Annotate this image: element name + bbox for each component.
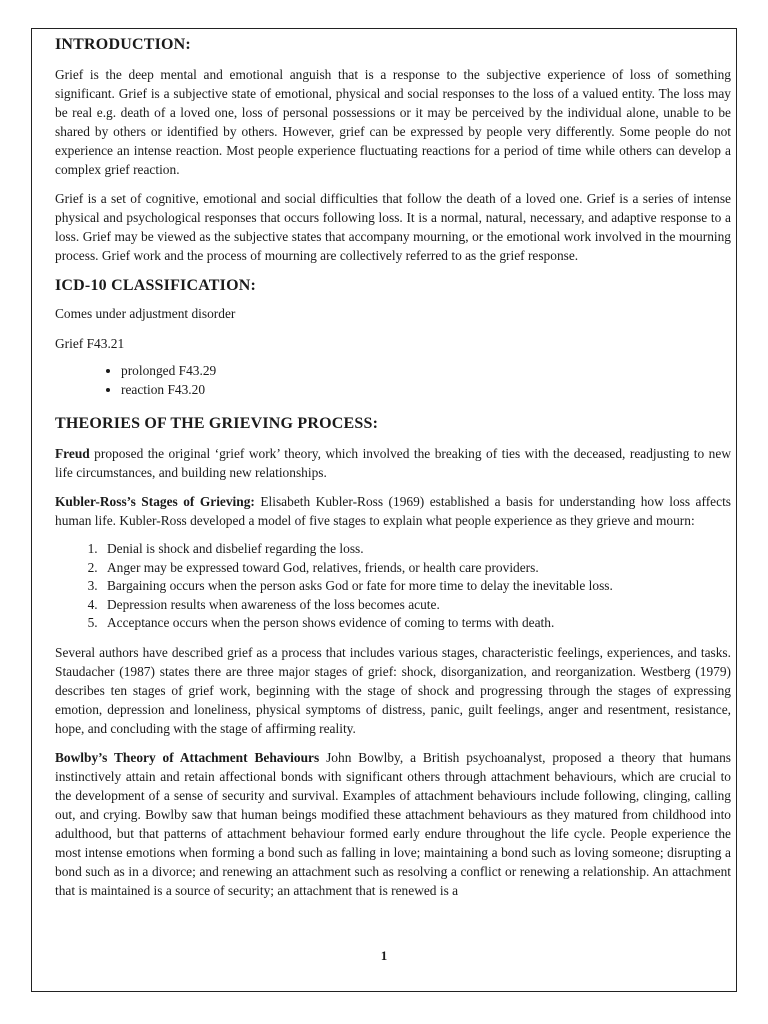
list-item: 2. Anger may be expressed toward God, relatives, friends, or health care providers. (101, 559, 731, 578)
theories-heading: THEORIES OF THE GRIEVING PROCESS: (55, 415, 379, 432)
kubler-stages-list (55, 540, 731, 633)
list-item: 1. Denial is shock and disbelief regarding the loss. (101, 540, 731, 559)
bowlby-term: Bowlby’s Theory of Attachment Behaviours (55, 749, 320, 765)
several-authors-paragraph: Several authors have described grief as a process that includes various stages, characteristic feelings, experiences, and tasks. Staudacher (1987) states there are three major stages of grief: shock, disorganization, and reorganization. Westberg (1979) describes ten stages of grief work, beginning with the stage of shock and progressing through the stages of expressing emotion, depression and loneliness, physical symptoms of distress, panic, guilt feelings, anger and resentment, resistance, hope, and concluding with the stage of affirming reality. (55, 644, 731, 736)
list-item: 3. Bargaining occurs when the person asks God or fate for more time to delay the inevitable loss. (101, 577, 731, 596)
kubler-paragraph (55, 492, 731, 530)
icd-heading: ICD-10 CLASSIFICATION: (55, 277, 257, 294)
freud-term: Freud (55, 446, 90, 461)
intro-paragraph-2: Grief is a set of cognitive, emotional and social difficulties that follow the death of a loved one. Grief is a series of intense physical and psychological responses that occurs following loss. It is a normal, natural, necessary, and adaptive response to a loss. Grief may be viewed as the subjective states that accompany mourning, or the emotional work involved in the mourning process. Grief work and the process of mourning are collectively referred to as the grief response. (55, 191, 731, 263)
kubler-term: Kubler-Ross’s Stages of Grieving: (55, 494, 255, 509)
bowlby-paragraph (55, 748, 731, 900)
list-item: 4. Depression results when awareness of the loss becomes acute. (101, 596, 731, 615)
intro-paragraph-1: Grief is the deep mental and emotional anguish that is a response to the subjective experience of loss of something significant. Grief is a subjective state of emotional, physical and social responses to the loss of a valued entity. The loss may be real e.g. death of a loved one, loss of personal possessions or it may be perceived by the individual alone, unable to be shared by others or identified by others. However, grief can be expressed by people very differently. Some people do not experience an intense reaction. Most people experience fluctuating reactions for a period of time while others can develop a complex grief reaction. (55, 67, 731, 177)
bowlby-text: John Bowlby, a British psychoanalyst, proposed a theory that humans instinctively attain and retain affectional bonds with significant others through attachment behaviours, which are crucial to the development of a sense of security and survival. Examples of attachment behaviours include following, clinging, calling out, and crying. Bowlby saw that human beings modified these attachment behaviours as they matured from childhood into adulthood, but that patterns of attachment behaviour formed early endure throughout the life cycle. People experience the most intense emotions when forming a bond such as falling in love; maintaining a bond such as loving someone; disrupting a bond such as in a divorce; and renewing an attachment such as resolving a conflict or renewing a relationship. An attachment that is maintained is a source of security; an attachment that is renewed is a (55, 749, 731, 898)
page-number: 1 (380, 948, 388, 963)
freud-text: proposed the original ‘grief work’ theory, which involved the breaking of ties with the deceased, readjusting to new life circumstances, and building new relationships. (55, 446, 731, 480)
icd-line-grief-code: Grief F43.21 (55, 336, 125, 351)
document-body (55, 34, 731, 900)
kubler-text: Elisabeth Kubler-Ross (1969) established a basis for understanding how loss affects human life. Kubler-Ross developed a model of five stages to explain what people experience as they grieve and mourn: (55, 494, 731, 528)
list-item: • reaction F43.20 (121, 381, 731, 400)
list-item: 5. Acceptance occurs when the person shows evidence of coming to terms with death. (101, 614, 731, 633)
icd-line-adjustment: Comes under adjustment disorder (55, 306, 236, 321)
freud-paragraph (55, 444, 731, 482)
list-item: • prolonged F43.29 (121, 362, 731, 381)
icd-bullet-list (55, 362, 731, 399)
introduction-heading: INTRODUCTION: (55, 36, 191, 53)
